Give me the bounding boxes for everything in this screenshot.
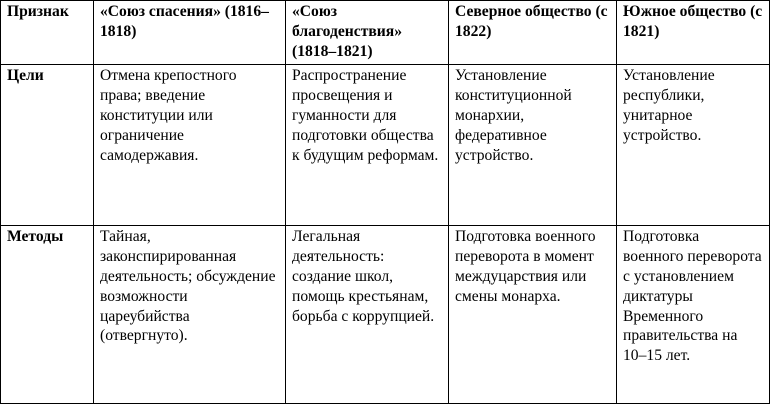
cell-text: Установление конституционной монархии, федеративное устройство. — [455, 67, 572, 164]
header-cell-union-of-salvation — [94, 1, 286, 65]
table-cell — [286, 65, 449, 226]
table-cell — [94, 65, 286, 226]
row-label: Цели — [7, 67, 44, 85]
row-label: Методы — [7, 228, 64, 246]
table-cell — [94, 226, 286, 404]
table-cell — [449, 65, 617, 226]
table-row-goals — [1, 65, 770, 226]
cell-text: Легальная деятельность: создание школ, помощь крестьянам, борьба с коррупцией. — [292, 228, 435, 325]
cell-text: Установление республики, унитарное устройство. — [623, 67, 715, 144]
cell-text: Отмена крепостного права; введение конституции или ограничение самодержавия. — [100, 67, 237, 164]
table-cell — [449, 226, 617, 404]
header-label: Северное общество (с 1822) — [455, 3, 608, 40]
row-label-cell — [1, 226, 94, 404]
table-cell — [617, 65, 770, 226]
table-cell — [286, 226, 449, 404]
table-cell — [617, 226, 770, 404]
header-cell-northern-society — [449, 1, 617, 65]
table-row-methods — [1, 226, 770, 404]
cell-text: Подготовка военного переворота с установлением диктатуры Временного правительства на 10–15 лет. — [623, 228, 762, 365]
cell-text: Подготовка военного переворота в момент междуцарствия или смены монарха. — [455, 228, 596, 305]
cell-text: Распространение просвещения и гуманности для подготовки общества к будущим реформам. — [292, 67, 439, 164]
header-cell-southern-society — [617, 1, 770, 65]
table-header-row — [1, 1, 770, 65]
header-label: Признак — [7, 3, 69, 20]
header-cell-union-of-welfare — [286, 1, 449, 65]
cell-text: Тайная, законспирированная деятельность; обсуждение возможности цареубийства (отвергнуто). — [100, 228, 276, 345]
row-label-cell — [1, 65, 94, 226]
header-label: «Союз спасения» (1816–1818) — [100, 3, 269, 40]
header-label: «Союз благоденствия» (1818–1821) — [292, 3, 403, 60]
header-cell-feature — [1, 1, 94, 65]
header-label: Южное общество (с 1821) — [623, 3, 763, 40]
